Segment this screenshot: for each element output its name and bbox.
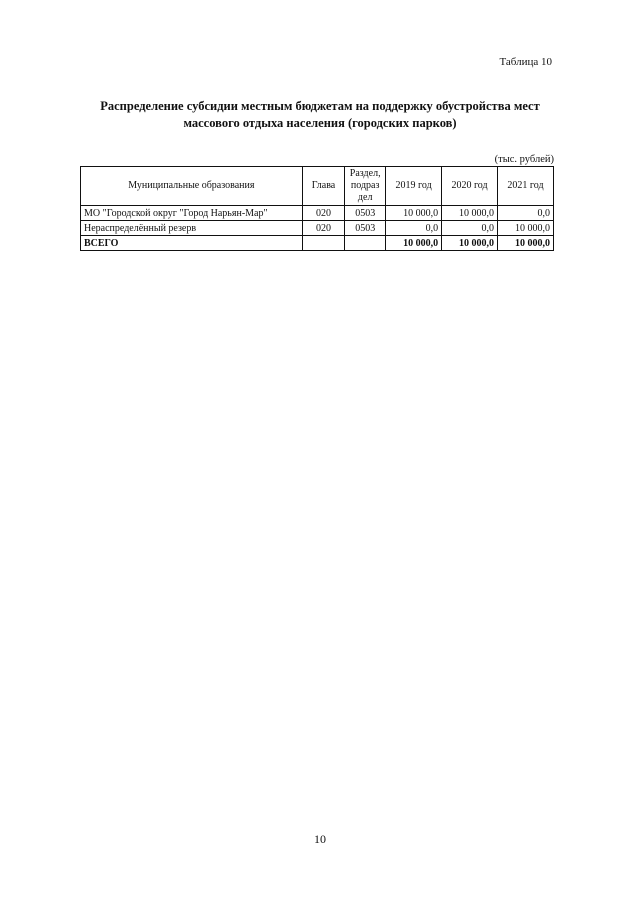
header-razdel-line-1: Раздел, bbox=[349, 168, 381, 179]
cell-2021: 0,0 bbox=[498, 206, 554, 221]
total-label: ВСЕГО bbox=[81, 236, 303, 251]
cell-municipality: МО "Городской округ "Город Нарьян-Мар" bbox=[81, 206, 303, 221]
total-razdel-empty bbox=[345, 236, 386, 251]
document-title bbox=[80, 98, 560, 132]
header-municipality: Муниципальные образования bbox=[81, 167, 303, 206]
cell-2020: 10 000,0 bbox=[442, 206, 498, 221]
cell-glava: 020 bbox=[302, 206, 345, 221]
header-razdel bbox=[345, 167, 386, 206]
header-2021: 2021 год bbox=[498, 167, 554, 206]
unit-note: (тыс. рублей) bbox=[494, 154, 554, 165]
table-number: Таблица 10 bbox=[499, 56, 552, 68]
cell-razdel: 0503 bbox=[345, 221, 386, 236]
subsidy-table bbox=[80, 166, 554, 251]
title-line-2: массового отдыха населения (городских парков) bbox=[183, 116, 457, 130]
table-row bbox=[81, 221, 554, 236]
header-2020: 2020 год bbox=[442, 167, 498, 206]
header-glava: Глава bbox=[302, 167, 345, 206]
cell-2021: 10 000,0 bbox=[498, 221, 554, 236]
table-row bbox=[81, 206, 554, 221]
cell-2019: 0,0 bbox=[386, 221, 442, 236]
table-header-row bbox=[81, 167, 554, 206]
title-line-1: Распределение субсидии местным бюджетам на поддержку обустройства мест bbox=[100, 99, 540, 113]
total-2020: 10 000,0 bbox=[442, 236, 498, 251]
header-razdel-line-2: подраз bbox=[350, 180, 380, 191]
cell-municipality: Нераспределённый резерв bbox=[81, 221, 303, 236]
total-2021: 10 000,0 bbox=[498, 236, 554, 251]
header-razdel-line-3: дел bbox=[357, 192, 373, 203]
cell-razdel: 0503 bbox=[345, 206, 386, 221]
cell-glava: 020 bbox=[302, 221, 345, 236]
total-2019: 10 000,0 bbox=[386, 236, 442, 251]
cell-2020: 0,0 bbox=[442, 221, 498, 236]
total-glava-empty bbox=[302, 236, 345, 251]
page-number: 10 bbox=[314, 832, 326, 846]
header-2019: 2019 год bbox=[386, 167, 442, 206]
total-row bbox=[81, 236, 554, 251]
cell-2019: 10 000,0 bbox=[386, 206, 442, 221]
